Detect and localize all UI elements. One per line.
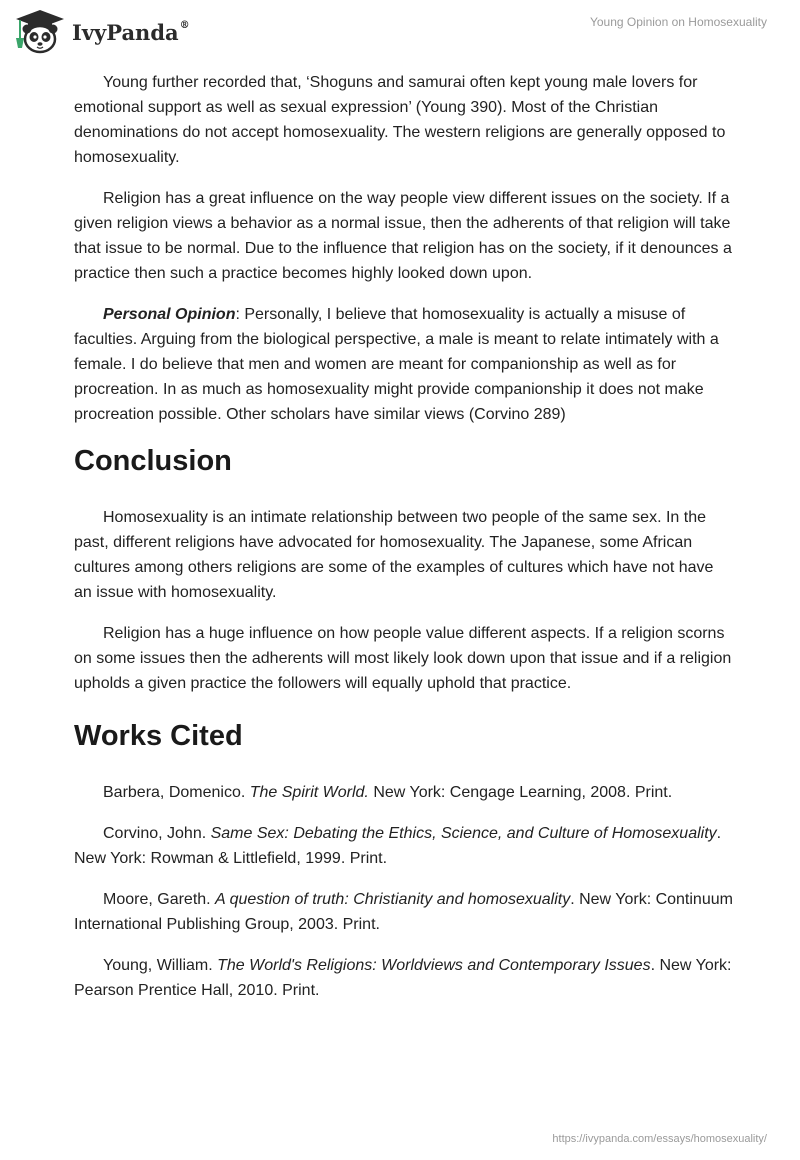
citation-entry <box>74 953 734 1003</box>
logo-wordmark <box>72 20 190 45</box>
panda-graduate-icon <box>14 8 66 54</box>
citation-title: The Spirit World. <box>249 784 369 801</box>
personal-opinion-text: : Personally, I believe that homosexuality is actually a misuse of faculties. Arguing from the biological perspective, a male is meant to relate intimately with a female. I do believe that men and women are meant for companionship as well as for procreation. In as much as homosexuality might provide companionship it does not make procreation possible. Other scholars have similar views (Corvino 289) <box>74 306 719 423</box>
citation-publisher: New York: Cengage Learning, 2008. Print. <box>368 784 673 801</box>
ivypanda-logo[interactable] <box>14 8 190 54</box>
works-cited-heading: Works Cited <box>74 720 243 752</box>
citation-author: Moore, Gareth. <box>103 891 216 908</box>
personal-opinion-paragraph <box>74 302 734 427</box>
citation-title: The World's Religions: Worldviews and Contemporary Issues <box>217 957 651 974</box>
citation-title: Same Sex: Debating the Ethics, Science, and Culture of Homosexuality <box>210 825 717 842</box>
citation-publisher: . New York: Rowman & Littlefield, 1999. Print. <box>74 825 722 867</box>
citation-publisher: . New York: Continuum International Publishing Group, 2003. Print. <box>74 891 733 933</box>
citation-author: Barbera, Domenico. <box>103 784 250 801</box>
conclusion-heading: Conclusion <box>74 445 232 477</box>
logo-name: IvyPanda <box>72 19 179 45</box>
citation-entry <box>74 821 734 871</box>
intro-paragraph-2: Religion has a great influence on the way people view different issues on the society. If a given religion views a behavior as a normal issue, then the adherents of that religion will take that issue to be normal. Due to the influence that religion has on the society, if it denounces a practice then such a practice becomes highly looked down upon. <box>74 190 732 282</box>
intro-paragraph-1: Young further recorded that, ‘Shoguns and samurai often kept young male lovers for emotional support as well as sexual expression’ (Young 390). Most of the Christian denominations do not accept homosexuality. The western religions are generally opposed to homosexuality. <box>74 74 726 166</box>
citation-author: Corvino, John. <box>103 825 211 842</box>
page-header <box>0 0 800 66</box>
citation-title: A question of truth: Christianity and homosexuality <box>215 891 571 908</box>
running-title: Young Opinion on Homosexuality <box>589 15 767 29</box>
conclusion-paragraph-2: Religion has a huge influence on how people value different aspects. If a religion scorns on some issues then the adherents will most likely look down upon that issue and if a religion upholds a given practice the followers will equally uphold that practice. <box>74 625 732 692</box>
citation-publisher: . New York: Pearson Prentice Hall, 2010. Print. <box>74 957 732 999</box>
source-url-link[interactable]: https://ivypanda.com/essays/homosexuality/ <box>552 1133 767 1145</box>
registered-mark: ® <box>179 19 190 31</box>
citation-entry <box>74 887 734 937</box>
personal-opinion-label: Personal Opinion <box>103 306 236 323</box>
essay-content <box>74 70 734 1019</box>
conclusion-paragraph-1: Homosexuality is an intimate relationship between two people of the same sex. In the past, different religions have advocated for homosexuality. The Japanese, some African cultures among others religions are some of the examples of cultures which have not have an issue with homosexuality. <box>74 509 714 601</box>
citation-author: Young, William. <box>103 957 218 974</box>
citation-entry <box>74 780 734 805</box>
